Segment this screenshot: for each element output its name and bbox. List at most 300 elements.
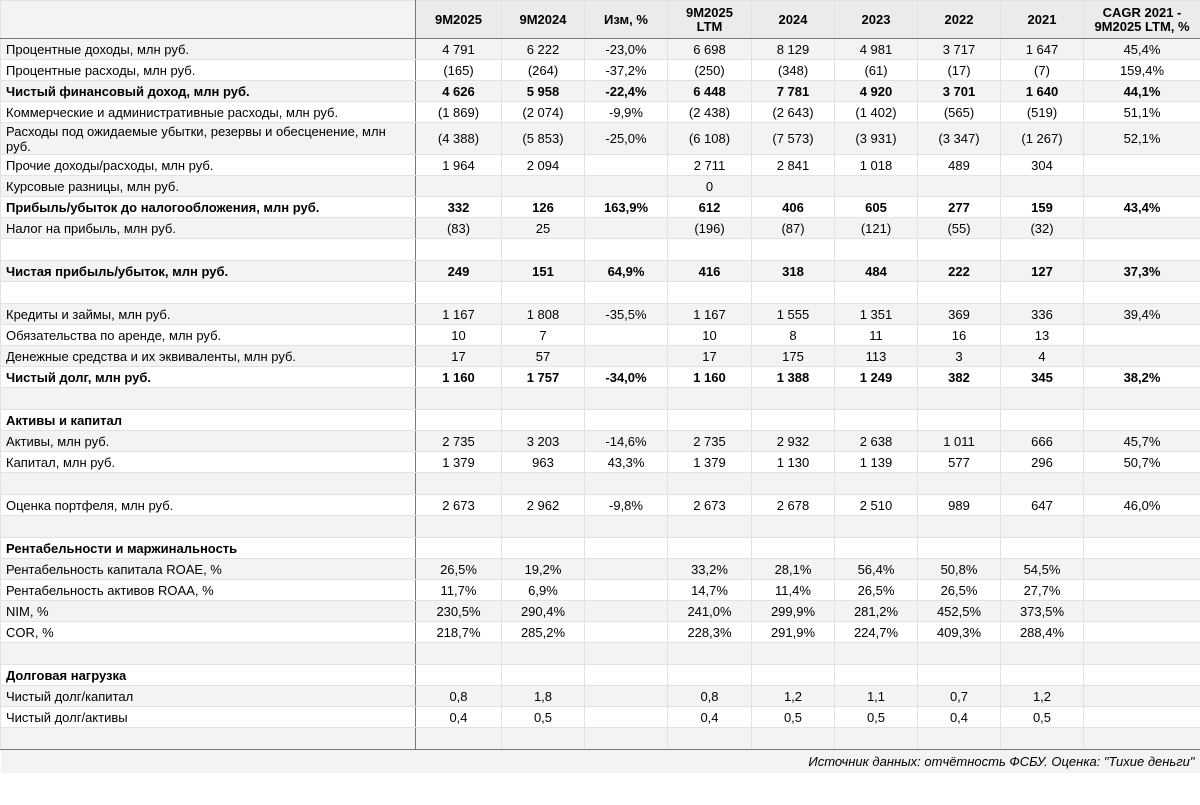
cell-9m2025-ltm (668, 516, 752, 538)
cell-9m2025-ltm (668, 410, 752, 431)
cell-9m2024: 2 094 (502, 155, 585, 176)
cell-2022: (3 347) (918, 123, 1001, 155)
cell-9m2024 (502, 516, 585, 538)
cell-9m2024: 57 (502, 346, 585, 367)
cell-2024 (752, 410, 835, 431)
row-profit-before-tax (1, 197, 1200, 218)
cell-2022: 989 (918, 495, 1001, 516)
cell-2024: 7 781 (752, 81, 835, 102)
cell-2022 (918, 665, 1001, 686)
row-label: Рентабельность капитала ROAE, % (1, 559, 416, 580)
cell-9m2024: 6 222 (502, 39, 585, 60)
cell-cagr: 159,4% (1084, 60, 1200, 81)
row-label: Процентные расходы, млн руб. (1, 60, 416, 81)
cell-2024 (752, 665, 835, 686)
cell-2024 (752, 516, 835, 538)
cell-change (585, 665, 668, 686)
cell-9m2025: 26,5% (416, 559, 502, 580)
cell-9m2025 (416, 239, 502, 261)
cell-cagr (1084, 388, 1200, 410)
cell-9m2025 (416, 643, 502, 665)
cell-change (585, 707, 668, 728)
cell-cagr: 51,1% (1084, 102, 1200, 123)
cell-9m2025 (416, 516, 502, 538)
row-label (1, 516, 416, 538)
cell-2023: 1 351 (835, 304, 918, 325)
cell-2024: (348) (752, 60, 835, 81)
cell-9m2025: 249 (416, 261, 502, 282)
row-roaa (1, 580, 1200, 601)
cell-9m2024: 7 (502, 325, 585, 346)
cell-2023 (835, 643, 918, 665)
cell-change (585, 473, 668, 495)
cell-2024: 175 (752, 346, 835, 367)
cell-9m2024 (502, 473, 585, 495)
cell-2022 (918, 239, 1001, 261)
cell-2022: 222 (918, 261, 1001, 282)
cell-2022: (55) (918, 218, 1001, 239)
cell-2024 (752, 643, 835, 665)
cell-2023 (835, 388, 918, 410)
cell-change: -23,0% (585, 39, 668, 60)
source-note: Источник данных: отчётность ФСБУ. Оценка: "Тихие деньги" (1, 750, 1200, 773)
cell-2024: 1,2 (752, 686, 835, 707)
row-net-financial-income (1, 81, 1200, 102)
cell-change (585, 516, 668, 538)
row-spacer (1, 643, 1200, 665)
cell-9m2025: 2 735 (416, 431, 502, 452)
cell-9m2025-ltm: 228,3% (668, 622, 752, 643)
cell-cagr (1084, 622, 1200, 643)
row-net-debt (1, 367, 1200, 388)
cell-change (585, 686, 668, 707)
cell-change: -25,0% (585, 123, 668, 155)
cell-2023 (835, 538, 918, 559)
cell-9m2025-ltm (668, 473, 752, 495)
cell-2021 (1001, 665, 1084, 686)
cell-cagr (1084, 218, 1200, 239)
row-label: Чистый финансовый доход, млн руб. (1, 81, 416, 102)
cell-2023: 11 (835, 325, 918, 346)
cell-change: 43,3% (585, 452, 668, 473)
cell-2021: (32) (1001, 218, 1084, 239)
cell-cagr: 45,7% (1084, 431, 1200, 452)
cell-9m2024: 25 (502, 218, 585, 239)
row-label: Долговая нагрузка (1, 665, 416, 686)
cell-change (585, 218, 668, 239)
cell-9m2025-ltm: 416 (668, 261, 752, 282)
cell-9m2025-ltm: (6 108) (668, 123, 752, 155)
cell-2022 (918, 473, 1001, 495)
cell-2023 (835, 665, 918, 686)
cell-2024 (752, 388, 835, 410)
row-net-profit (1, 261, 1200, 282)
cell-change (585, 176, 668, 197)
cell-change (585, 728, 668, 750)
cell-2024 (752, 538, 835, 559)
cell-2024 (752, 239, 835, 261)
cell-2021 (1001, 176, 1084, 197)
row-label: Курсовые разницы, млн руб. (1, 176, 416, 197)
cell-9m2024: 6,9% (502, 580, 585, 601)
header-change: Изм, % (585, 1, 668, 39)
cell-2024 (752, 728, 835, 750)
row-spacer (1, 239, 1200, 261)
cell-2023: 56,4% (835, 559, 918, 580)
cell-9m2025-ltm: 33,2% (668, 559, 752, 580)
cell-2021: 666 (1001, 431, 1084, 452)
cell-2021: 4 (1001, 346, 1084, 367)
cell-2024: 291,9% (752, 622, 835, 643)
cell-9m2024: 3 203 (502, 431, 585, 452)
cell-9m2025-ltm: 6 448 (668, 81, 752, 102)
row-interest-expense (1, 60, 1200, 81)
cell-9m2025-ltm: 612 (668, 197, 752, 218)
cell-2023: 26,5% (835, 580, 918, 601)
cell-9m2024: 5 958 (502, 81, 585, 102)
cell-cagr: 50,7% (1084, 452, 1200, 473)
cell-9m2025-ltm: 2 673 (668, 495, 752, 516)
cell-2022: 26,5% (918, 580, 1001, 601)
cell-9m2025: 230,5% (416, 601, 502, 622)
cell-2023: 4 920 (835, 81, 918, 102)
cell-cagr (1084, 239, 1200, 261)
cell-2023 (835, 410, 918, 431)
cell-2021: 647 (1001, 495, 1084, 516)
cell-2024: (87) (752, 218, 835, 239)
cell-9m2025-ltm: 2 711 (668, 155, 752, 176)
header-9m2025: 9M2025 (416, 1, 502, 39)
cell-2022 (918, 728, 1001, 750)
cell-2021: 54,5% (1001, 559, 1084, 580)
cell-9m2025: 17 (416, 346, 502, 367)
cell-2021: 296 (1001, 452, 1084, 473)
cell-change (585, 601, 668, 622)
cell-2023: 1,1 (835, 686, 918, 707)
cell-9m2025-ltm (668, 538, 752, 559)
cell-9m2025-ltm: 14,7% (668, 580, 752, 601)
cell-9m2025: 0,8 (416, 686, 502, 707)
cell-2021 (1001, 410, 1084, 431)
cell-change: -34,0% (585, 367, 668, 388)
cell-2024: (2 643) (752, 102, 835, 123)
cell-2023: 281,2% (835, 601, 918, 622)
cell-change: -37,2% (585, 60, 668, 81)
cell-2022: 382 (918, 367, 1001, 388)
cell-9m2025-ltm: (250) (668, 60, 752, 81)
cell-9m2025 (416, 176, 502, 197)
cell-cagr: 37,3% (1084, 261, 1200, 282)
cell-cagr (1084, 728, 1200, 750)
cell-9m2024: 126 (502, 197, 585, 218)
cell-cagr: 45,4% (1084, 39, 1200, 60)
cell-9m2024 (502, 239, 585, 261)
cell-cagr (1084, 707, 1200, 728)
cell-2021: 336 (1001, 304, 1084, 325)
row-label: COR, % (1, 622, 416, 643)
cell-2022: 50,8% (918, 559, 1001, 580)
cell-9m2025-ltm: 0 (668, 176, 752, 197)
cell-2022: 489 (918, 155, 1001, 176)
cell-9m2024: 290,4% (502, 601, 585, 622)
cell-2023: (1 402) (835, 102, 918, 123)
cell-2023: 0,5 (835, 707, 918, 728)
cell-2022: 369 (918, 304, 1001, 325)
cell-9m2025: 1 167 (416, 304, 502, 325)
cell-2023 (835, 728, 918, 750)
cell-9m2024 (502, 538, 585, 559)
cell-change (585, 388, 668, 410)
cell-2021 (1001, 728, 1084, 750)
cell-2022 (918, 538, 1001, 559)
cell-change: -9,8% (585, 495, 668, 516)
cell-2024: 8 (752, 325, 835, 346)
cell-9m2025: 0,4 (416, 707, 502, 728)
cell-2023 (835, 473, 918, 495)
cell-change (585, 559, 668, 580)
cell-change (585, 346, 668, 367)
cell-2021: 13 (1001, 325, 1084, 346)
cell-9m2025 (416, 538, 502, 559)
cell-2021: 1 640 (1001, 81, 1084, 102)
cell-2024: 2 841 (752, 155, 835, 176)
cell-change (585, 282, 668, 304)
cell-2023 (835, 239, 918, 261)
cell-9m2024 (502, 410, 585, 431)
cell-2023 (835, 176, 918, 197)
cell-9m2025-ltm (668, 388, 752, 410)
cell-9m2024: 151 (502, 261, 585, 282)
cell-change (585, 155, 668, 176)
cell-2021 (1001, 282, 1084, 304)
cell-2022 (918, 388, 1001, 410)
cell-cagr (1084, 665, 1200, 686)
cell-9m2025-ltm: 6 698 (668, 39, 752, 60)
cell-2023: 1 018 (835, 155, 918, 176)
cell-9m2025: 332 (416, 197, 502, 218)
cell-9m2025: 10 (416, 325, 502, 346)
footer-row (1, 750, 1200, 773)
row-spacer (1, 728, 1200, 750)
cell-cagr: 52,1% (1084, 123, 1200, 155)
cell-change: -14,6% (585, 431, 668, 452)
row-label: Чистый долг/капитал (1, 686, 416, 707)
cell-2023: 2 510 (835, 495, 918, 516)
cell-9m2025: 1 160 (416, 367, 502, 388)
row-label: Рентабельности и маржинальность (1, 538, 416, 559)
row-label: NIM, % (1, 601, 416, 622)
cell-2021: 345 (1001, 367, 1084, 388)
cell-9m2025: (165) (416, 60, 502, 81)
header-2021: 2021 (1001, 1, 1084, 39)
row-lease-liabilities (1, 325, 1200, 346)
cell-2021: 304 (1001, 155, 1084, 176)
cell-change: -22,4% (585, 81, 668, 102)
row-net-debt-equity (1, 686, 1200, 707)
cell-9m2025-ltm: 17 (668, 346, 752, 367)
cell-2024: 2 932 (752, 431, 835, 452)
cell-9m2025: (83) (416, 218, 502, 239)
row-label: Активы, млн руб. (1, 431, 416, 452)
cell-change (585, 410, 668, 431)
cell-cagr (1084, 538, 1200, 559)
row-label: Кредиты и займы, млн руб. (1, 304, 416, 325)
row-label (1, 728, 416, 750)
row-label: Активы и капитал (1, 410, 416, 431)
cell-9m2025-ltm (668, 665, 752, 686)
row-label: Чистая прибыль/убыток, млн руб. (1, 261, 416, 282)
cell-2024: 11,4% (752, 580, 835, 601)
row-label: Налог на прибыль, млн руб. (1, 218, 416, 239)
cell-2021: 1 647 (1001, 39, 1084, 60)
row-roae (1, 559, 1200, 580)
row-section-debt-load (1, 665, 1200, 686)
cell-9m2025-ltm: (196) (668, 218, 752, 239)
row-label (1, 473, 416, 495)
cell-2023: 484 (835, 261, 918, 282)
cell-2021: 373,5% (1001, 601, 1084, 622)
cell-2021 (1001, 643, 1084, 665)
cell-2022 (918, 643, 1001, 665)
cell-9m2025-ltm: 241,0% (668, 601, 752, 622)
cell-2022: 409,3% (918, 622, 1001, 643)
row-other-income (1, 155, 1200, 176)
cell-2021: (519) (1001, 102, 1084, 123)
cell-2024: (7 573) (752, 123, 835, 155)
cell-2021: 1,2 (1001, 686, 1084, 707)
cell-2023: 224,7% (835, 622, 918, 643)
cell-2022 (918, 410, 1001, 431)
cell-9m2024: 19,2% (502, 559, 585, 580)
cell-2024 (752, 176, 835, 197)
row-spacer (1, 388, 1200, 410)
cell-2022: 3 717 (918, 39, 1001, 60)
cell-9m2025-ltm: 1 167 (668, 304, 752, 325)
row-spacer (1, 282, 1200, 304)
row-portfolio-valuation (1, 495, 1200, 516)
cell-2024: 2 678 (752, 495, 835, 516)
cell-cagr (1084, 643, 1200, 665)
row-label: Чистый долг/активы (1, 707, 416, 728)
cell-9m2025: 2 673 (416, 495, 502, 516)
row-spacer (1, 516, 1200, 538)
cell-9m2024 (502, 388, 585, 410)
cell-9m2024 (502, 176, 585, 197)
cell-2024 (752, 473, 835, 495)
row-label: Коммерческие и административные расходы, млн руб. (1, 102, 416, 123)
cell-9m2025 (416, 665, 502, 686)
cell-2024: 1 555 (752, 304, 835, 325)
cell-2021: (1 267) (1001, 123, 1084, 155)
cell-2022: 577 (918, 452, 1001, 473)
cell-cagr (1084, 580, 1200, 601)
cell-cagr: 39,4% (1084, 304, 1200, 325)
cell-change (585, 239, 668, 261)
row-label: Прочие доходы/расходы, млн руб. (1, 155, 416, 176)
cell-2021 (1001, 538, 1084, 559)
cell-2024: 28,1% (752, 559, 835, 580)
cell-cagr: 43,4% (1084, 197, 1200, 218)
cell-9m2024: 2 962 (502, 495, 585, 516)
row-label (1, 388, 416, 410)
row-expected-losses (1, 123, 1200, 155)
cell-2023: 605 (835, 197, 918, 218)
row-label: Оценка портфеля, млн руб. (1, 495, 416, 516)
cell-9m2025-ltm: (2 438) (668, 102, 752, 123)
cell-2024: 318 (752, 261, 835, 282)
cell-9m2025-ltm (668, 728, 752, 750)
cell-change (585, 643, 668, 665)
cell-9m2024 (502, 643, 585, 665)
cell-change (585, 580, 668, 601)
cell-9m2025-ltm: 1 379 (668, 452, 752, 473)
cell-9m2024: 285,2% (502, 622, 585, 643)
cell-9m2025-ltm: 0,8 (668, 686, 752, 707)
cell-2023: 1 249 (835, 367, 918, 388)
cell-9m2025 (416, 728, 502, 750)
row-label: Рентабельность активов ROAA, % (1, 580, 416, 601)
cell-9m2024 (502, 282, 585, 304)
cell-2023: 113 (835, 346, 918, 367)
cell-cagr (1084, 516, 1200, 538)
cell-2021 (1001, 516, 1084, 538)
cell-9m2024: 1 808 (502, 304, 585, 325)
cell-9m2025: 4 791 (416, 39, 502, 60)
cell-9m2024: 1,8 (502, 686, 585, 707)
row-label: Процентные доходы, млн руб. (1, 39, 416, 60)
cell-change (585, 622, 668, 643)
cell-9m2025-ltm: 10 (668, 325, 752, 346)
row-label: Капитал, млн руб. (1, 452, 416, 473)
cell-2024: 299,9% (752, 601, 835, 622)
cell-cagr: 44,1% (1084, 81, 1200, 102)
cell-9m2025 (416, 388, 502, 410)
cell-2022: 452,5% (918, 601, 1001, 622)
row-income-tax (1, 218, 1200, 239)
cell-2023 (835, 282, 918, 304)
cell-9m2025-ltm: 1 160 (668, 367, 752, 388)
cell-9m2025-ltm (668, 239, 752, 261)
header-row (1, 1, 1200, 39)
cell-2022 (918, 282, 1001, 304)
cell-9m2025: 11,7% (416, 580, 502, 601)
row-commercial-admin-expenses (1, 102, 1200, 123)
row-fx-differences (1, 176, 1200, 197)
cell-2024: 0,5 (752, 707, 835, 728)
row-label (1, 643, 416, 665)
cell-2022: (565) (918, 102, 1001, 123)
cell-2023: (3 931) (835, 123, 918, 155)
cell-2021 (1001, 473, 1084, 495)
cell-cagr (1084, 410, 1200, 431)
cell-9m2025: (1 869) (416, 102, 502, 123)
row-interest-income (1, 39, 1200, 60)
cell-2021: 288,4% (1001, 622, 1084, 643)
cell-2021: 0,5 (1001, 707, 1084, 728)
cell-2024 (752, 282, 835, 304)
cell-2022: 3 (918, 346, 1001, 367)
cell-2021: 27,7% (1001, 580, 1084, 601)
cell-cagr (1084, 346, 1200, 367)
cell-cagr (1084, 325, 1200, 346)
cell-2022: (17) (918, 60, 1001, 81)
cell-9m2025-ltm: 2 735 (668, 431, 752, 452)
cell-2021: 159 (1001, 197, 1084, 218)
cell-2024: 406 (752, 197, 835, 218)
cell-change: 163,9% (585, 197, 668, 218)
cell-2023: (121) (835, 218, 918, 239)
cell-9m2025: (4 388) (416, 123, 502, 155)
